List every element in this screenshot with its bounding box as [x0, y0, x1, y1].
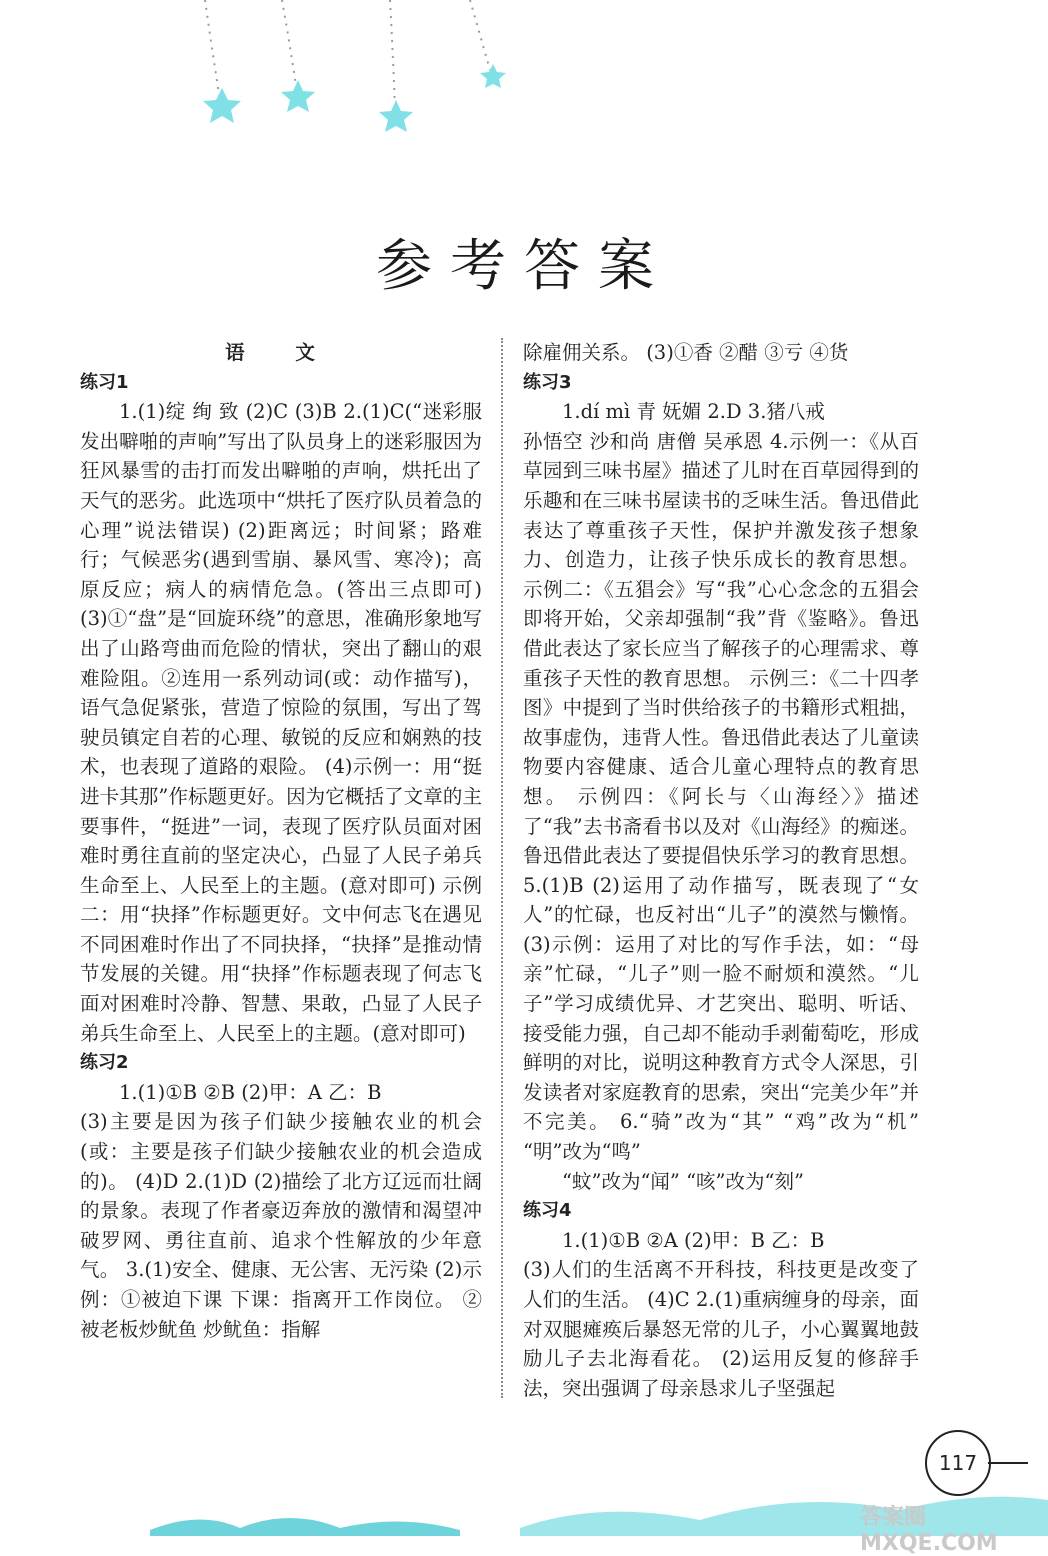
star-icon	[480, 64, 506, 88]
dashed-string	[390, 0, 395, 108]
wave-shape	[150, 1518, 460, 1536]
section-heading: 练习3	[523, 371, 572, 393]
watermark: 答案圈 MXQE.COM	[860, 1505, 998, 1556]
page-number: 117	[925, 1430, 991, 1496]
right-column	[523, 338, 919, 1403]
dashed-string	[470, 0, 490, 70]
star-icon	[281, 80, 315, 112]
section-heading: 练习1	[80, 371, 129, 393]
star-icon	[203, 88, 241, 123]
section-heading: 练习4	[523, 1200, 572, 1222]
section-heading: 练习2	[80, 1052, 129, 1074]
dashed-string	[282, 0, 297, 92]
page-number-line	[988, 1462, 1028, 1464]
left-column	[80, 338, 482, 1344]
answer-paragraph: (3)主要是因为孩子们缺少接触农业的机会(或：主要是孩子们缺少接触农业的机会造成的)。 (4)D 2.(1)D (2)描绘了北方辽远而壮阔的景象。表现了作者豪迈奔放的激情和渴望冲破罗网、勇往直前、追求个性解放的少年意气。 3.(1)安全、健康、无公害、无污染 (2)示例：①被迫下课 下课：指离开工作岗位。 ②被老板炒鱿鱼 炒鱿鱼：指解	[80, 1110, 482, 1341]
dashed-string	[205, 0, 220, 100]
column-divider	[501, 338, 503, 1398]
decorative-stars-header	[0, 0, 1048, 160]
answer-paragraph: 除雇佣关系。 (3)①香 ②醋 ③亏 ④货	[523, 341, 849, 364]
subject-heading: 语 文	[225, 341, 337, 364]
answer-paragraph: 1.(1)①B ②A (2)甲：B 乙：B	[562, 1228, 825, 1252]
page-title: 参考答案	[376, 234, 672, 299]
answer-paragraph: (3)人们的生活离不开科技，科技更是改变了人们的生活。 (4)C 2.(1)重病缠身的母亲，面对双腿瘫痪后暴怒无常的儿子，小心翼翼地鼓励儿子去北海看花。 (2)运用反复的修辞手法，突出强调了母亲恳求儿子坚强起	[523, 1258, 919, 1400]
star-icon	[379, 100, 413, 132]
answer-paragraph: 1.(1)①B ②B (2)甲：A 乙：B	[119, 1080, 382, 1104]
answer-paragraph: 1.(1)绽 绚 致 (2)C (3)B 2.(1)C(“迷彩服发出噼啪的声响”写出了队员身上的迷彩服因为狂风暴雪的击打而发出噼啪的声响，烘托出了天气的恶劣。此选项中“烘托了医疗队员着急的心理”说法错误) (2)距离远；时间紧；路难行；气候恶劣(遇到雪崩、暴风雪、寒冷)；高原反应；病人的病情危急。(答出三点即可) (3)①“盘”是“回旋环绕”的意思，准确形象地写出了山路弯曲而危险的情状，突出了翻山的艰难险阻。②连用一系列动词(或：动作描写)，语气急促紧张，营造了惊险的氛围，写出了驾驶员镇定自若的心理、敏锐的反应和娴熟的技术，也表现了道路的艰险。 (4)示例一：用“挺进卡其那”作标题更好。因为它概括了文章的主要事件，“挺进”一词，表现了医疗队员面对困难时勇往直前的坚定决心，凸显了人民子弟兵生命至上、人民至上的主题。(意对即可) 示例二：用“抉择”作标题更好。文中何志飞在遇见不同困难时作出了不同抉择，“抉择”是推动情节发展的关键。用“抉择”作标题表现了何志飞面对困难时冷静、智慧、果敢，凸显了人民子弟兵生命至上、人民至上的主题。(意对即可)	[80, 400, 482, 1045]
answer-paragraph: 1.dí mì 青 妩媚 2.D 3.猪八戒	[562, 400, 825, 424]
answer-paragraph: “蚊”改为“闻” “咳”改为“刻”	[562, 1169, 804, 1193]
answer-paragraph: 孙悟空 沙和尚 唐僧 吴承恩 4.示例一：《从百草园到三味书屋》描述了儿时在百草园得到的乐趣和在三味书屋读书的乏味生活。鲁迅借此表达了尊重孩子天性，保护并激发孩子想象力、创造力，让孩子快乐成长的教育思想。 示例二：《五猖会》写“我”心心念念的五猖会即将开始，父亲却强制“我”背《鉴略》。鲁迅借此表达了家长应当了解孩子的心理需求、尊重孩子天性的教育思想。 示例三：《二十四孝图》中提到了当时供给孩子的书籍形式粗拙，故事虚伪，违背人性。鲁迅借此表达了儿童读物要内容健康、适合儿童心理特点的教育思想。 示例四：《阿长与〈山海经〉》描述了“我”去书斋看书以及对《山海经》的痴迷。鲁迅借此表达了要提倡快乐学习的教育思想。 5.(1)B (2)运用了动作描写，既表现了“女人”的忙碌，也反衬出“儿子”的漠然与懒惰。 (3)示例：运用了对比的写作手法，如：“母亲”忙碌，“儿子”则一脸不耐烦和漠然。“儿子”学习成绩优异、才艺突出、聪明、听话、接受能力强，自己却不能动手剥葡萄吃，形成鲜明的对比，说明这种教育方式令人深思，引发读者对家庭教育的思索，突出“完美少年”并不完美。 6.“骑”改为“其” “鸡”改为“机” “明”改为“鸣”	[523, 429, 919, 1164]
